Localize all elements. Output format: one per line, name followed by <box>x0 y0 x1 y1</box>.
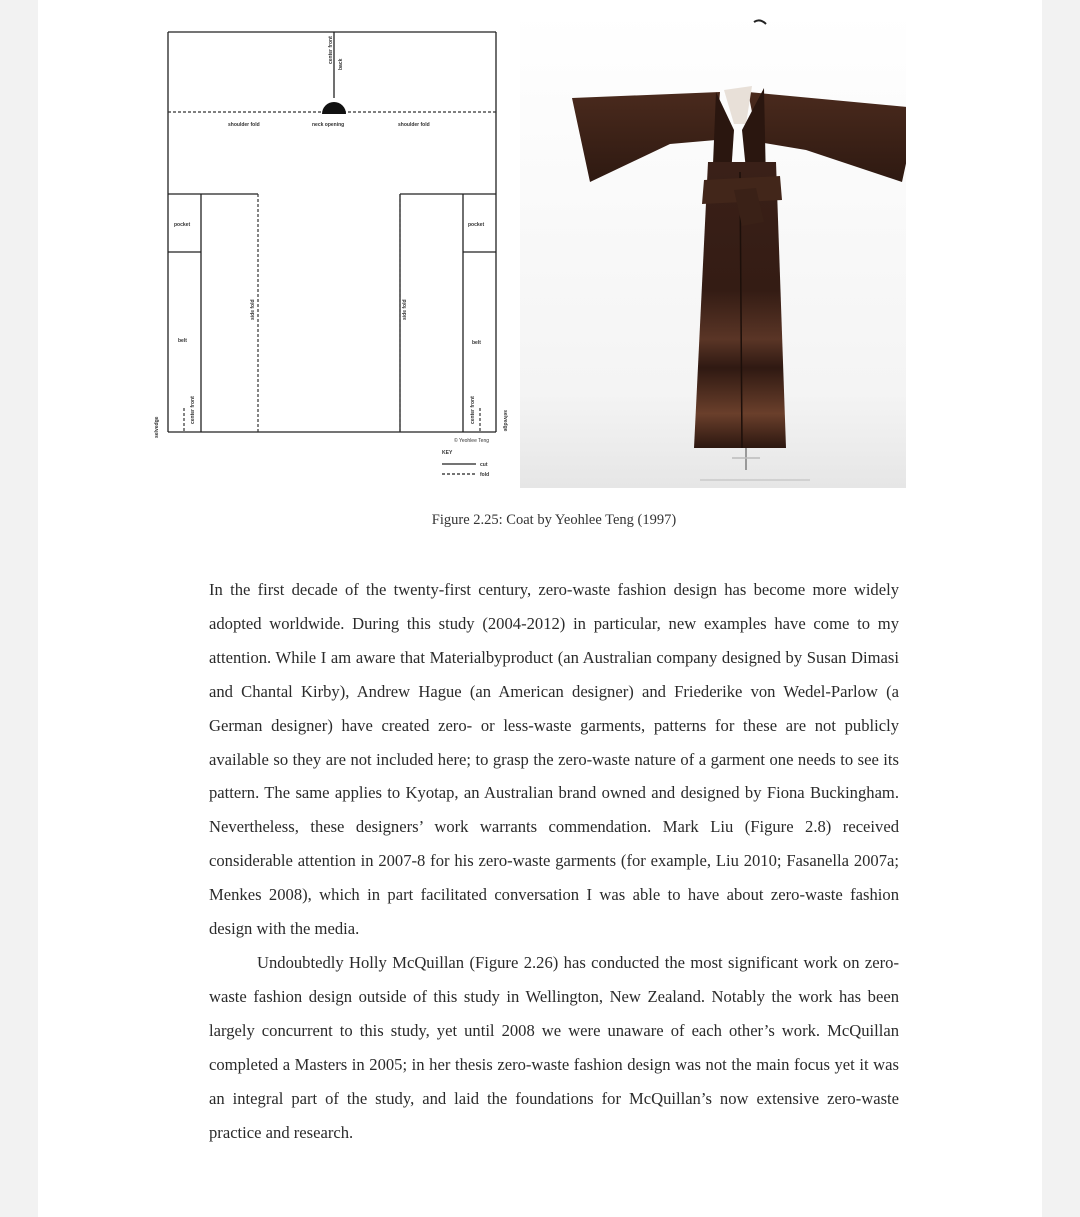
paragraph-2: Undoubtedly Holly McQuillan (Figure 2.26) has conducted the most significant work on zero-waste fashion design outside of this study in Wellington, New Zealand. Notably the work has been largely concurrent to this study, yet until 2008 we were unaware of each other’s work. McQuillan completed a Masters in 2005; in her thesis zero-waste fashion design was not the main focus yet it was an integral part of the study, and laid the foundations for McQuillan’s now extensive zero-waste practice and research. <box>209 952 899 1142</box>
label-side-fold-right: side fold <box>402 299 408 320</box>
figure-2-25 <box>38 0 1042 528</box>
label-pocket-right: pocket <box>468 222 485 228</box>
label-center-front-top: center front <box>328 36 334 64</box>
label-belt-left: belt <box>178 338 187 344</box>
document-page <box>38 0 1042 1217</box>
label-side-fold-left: side fold <box>250 299 256 320</box>
figure-caption: Figure 2.25: Coat by Yeohlee Teng (1997) <box>431 512 677 528</box>
paragraph-1: In the first decade of the twenty-first century, zero-waste fashion design has become more widely adopted worldwide. During this study (2004-2012) in particular, new examples have come to my attention. While I am aware that Materialbyproduct (an Australian company designed by Susan Dimasi and Chantal Kirby), Andrew Hague (an American designer) and Friederike von Wedel-Parlow (a German designer) have created zero- or less-waste garments, patterns for these are not publicly available so they are not included here; to grasp the zero-waste nature of a garment one needs to see its pattern. The same applies to Kyotap, an Australian brand owned and designed by Fiona Buckingham. Nevertheless, these designers’ work warrants commendation. Mark Liu (Figure 2.8) received considerable attention in 2007-8 for his zero-waste garments (for example, Liu 2010; Fasanella 2007a; Menkes 2008), which in part facilitated conversation I was able to have about zero-waste fashion design with the media. <box>209 580 899 939</box>
label-shoulder-fold-left: shoulder fold <box>228 122 260 128</box>
coat-photo <box>520 12 906 488</box>
label-shoulder-fold-right: shoulder fold <box>398 122 430 128</box>
label-center-front-left: center front <box>190 396 196 424</box>
label-selvedge-left: selvedge <box>154 416 160 438</box>
zero-waste-pattern-diagram <box>136 8 536 488</box>
label-back-top: back <box>338 58 344 70</box>
label-selvedge-right: selvedge <box>502 410 508 432</box>
label-pocket-left: pocket <box>174 222 191 228</box>
key-cut: cut <box>480 462 488 468</box>
label-center-front-right: center front <box>470 396 476 424</box>
label-belt-right: belt <box>472 340 481 346</box>
key-title: KEY <box>442 450 453 456</box>
label-neck-opening: neck opening <box>312 122 345 128</box>
neck-opening-shape <box>322 102 346 114</box>
key-fold: fold <box>480 472 490 478</box>
pattern-credit: © Yeohlee Teng <box>454 438 490 444</box>
body-text <box>209 573 899 1149</box>
